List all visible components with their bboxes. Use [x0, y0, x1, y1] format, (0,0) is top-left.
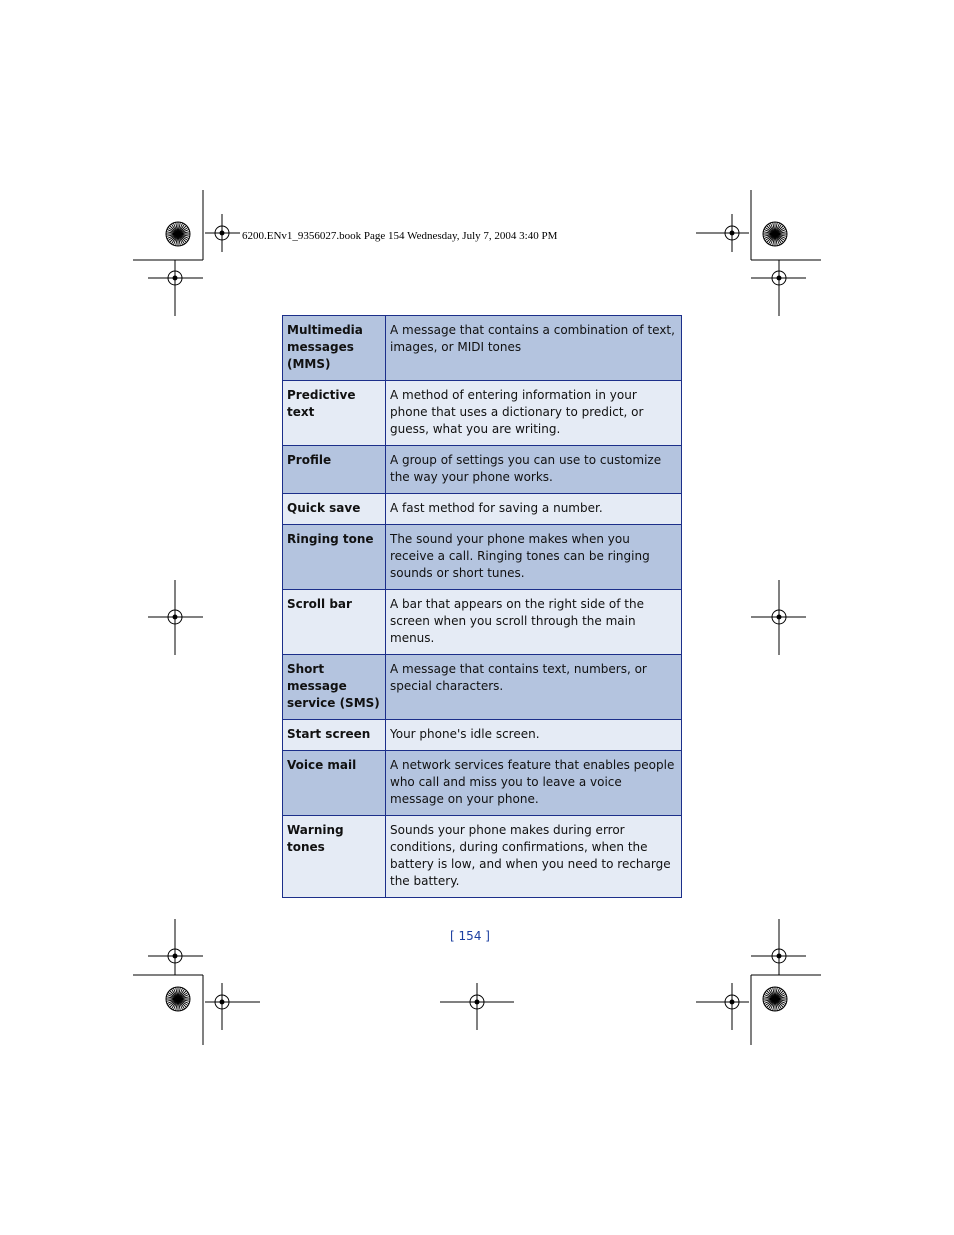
glossary-term: Ringing tone: [283, 525, 386, 590]
table-row: [283, 316, 682, 381]
table-row: [283, 494, 682, 525]
glossary-definition: A bar that appears on the right side of the screen when you scroll through the main menus.: [386, 590, 682, 655]
table-row: [283, 816, 682, 898]
glossary-definition: A group of settings you can use to customize the way your phone works.: [386, 446, 682, 494]
table-row: [283, 590, 682, 655]
table-row: [283, 525, 682, 590]
glossary-definition: Sounds your phone makes during error conditions, during confirmations, when the battery is low, and when you need to recharge the battery.: [386, 816, 682, 898]
glossary-term: Voice mail: [283, 751, 386, 816]
glossary-definition: A message that contains a combination of text, images, or MIDI tones: [386, 316, 682, 381]
table-row: [283, 381, 682, 446]
table-row: [283, 751, 682, 816]
table-row: [283, 655, 682, 720]
glossary-term: Warning tones: [283, 816, 386, 898]
glossary-term: Short message service (SMS): [283, 655, 386, 720]
glossary-definition: A method of entering information in your phone that uses a dictionary to predict, or guess, what you are writing.: [386, 381, 682, 446]
glossary-term: Scroll bar: [283, 590, 386, 655]
glossary-definition: A message that contains text, numbers, or special characters.: [386, 655, 682, 720]
glossary-term: Profile: [283, 446, 386, 494]
glossary-definition: A network services feature that enables people who call and miss you to leave a voice message on your phone.: [386, 751, 682, 816]
glossary-definition: The sound your phone makes when you receive a call. Ringing tones can be ringing sounds or short tunes.: [386, 525, 682, 590]
glossary-term: Quick save: [283, 494, 386, 525]
glossary-term: Predictive text: [283, 381, 386, 446]
print-header: 6200.ENv1_9356027.book Page 154 Wednesday, July 7, 2004 3:40 PM: [242, 230, 558, 242]
glossary-definition: Your phone's idle screen.: [386, 720, 682, 751]
table-row: [283, 446, 682, 494]
glossary-definition: A fast method for saving a number.: [386, 494, 682, 525]
page-number: [ 154 ]: [450, 929, 490, 943]
table-row: [283, 720, 682, 751]
glossary-term: Start screen: [283, 720, 386, 751]
glossary-term: Multimedia messages (MMS): [283, 316, 386, 381]
glossary-table: [282, 315, 682, 898]
